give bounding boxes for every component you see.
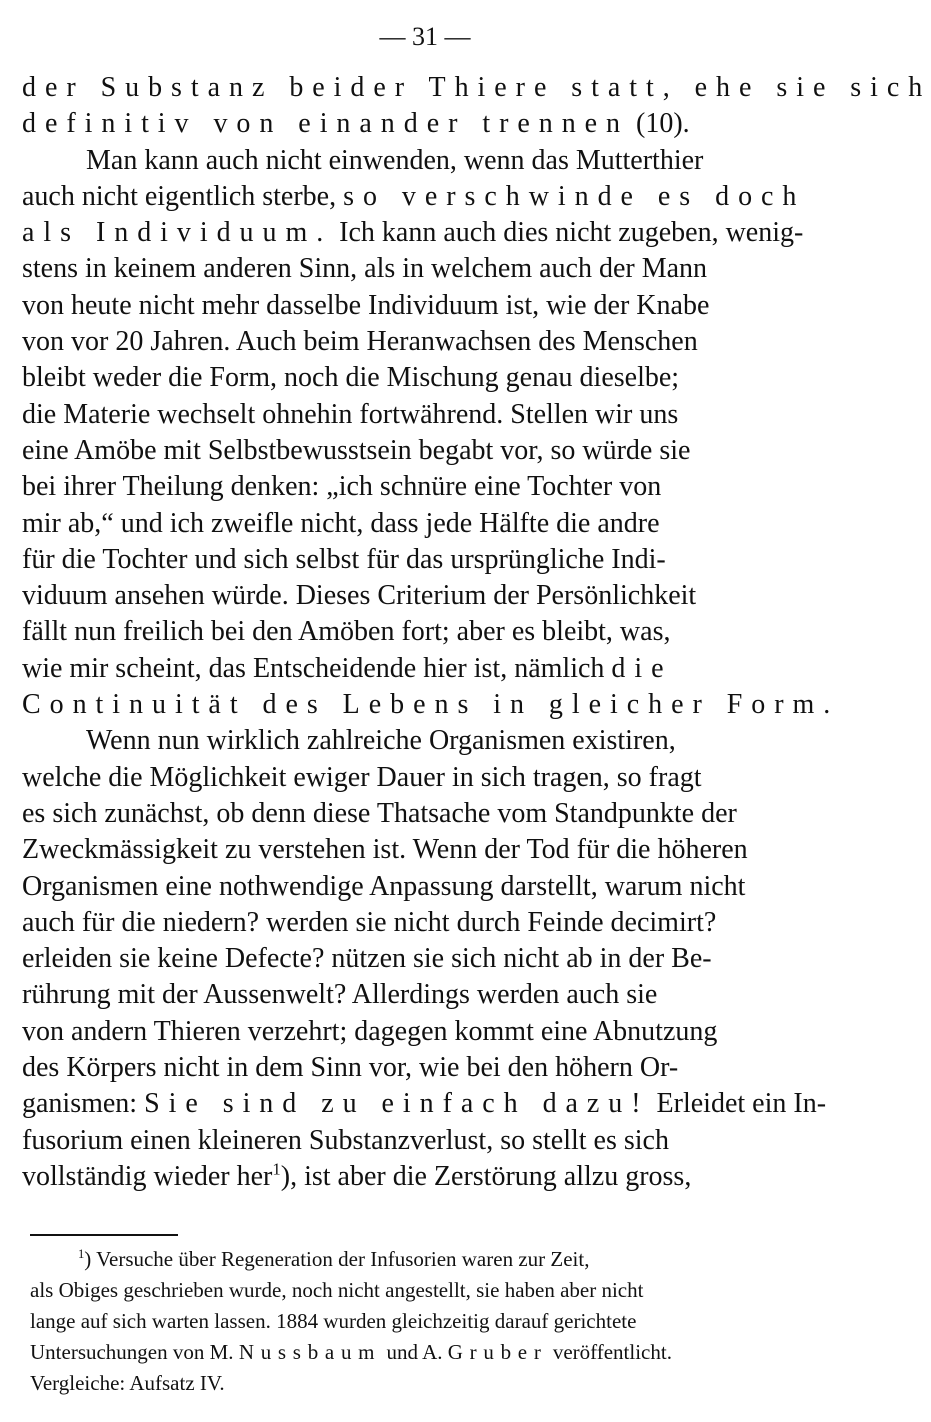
footnote (30, 1244, 835, 1399)
text-line: es sich zunächst, ob denn diese Thatsache vom Standpunkte der (22, 797, 737, 829)
text-line: der Substanz beider Thiere statt, ehe sie sich (22, 72, 931, 103)
text-line: von andern Thieren verzehrt; dagegen kommt eine Abnutzung (22, 1015, 718, 1047)
text-line: fällt nun freilich bei den Amöben fort; aber es bleibt, was, (22, 616, 671, 648)
footnote-line: Untersuchungen von M. Nussbaum und A. Gruber veröffentlicht. (30, 1340, 672, 1364)
text-line: die Materie wechselt ohnehin fortwährend. Stellen wir uns (22, 398, 679, 430)
body-text (22, 70, 931, 1195)
footnote-reference: 1 (272, 1159, 281, 1179)
paragraph-start-line: Man kann auch nicht einwenden, wenn das Mutterthier (86, 144, 704, 176)
text-line: Continuität des Lebens in gleicher Form. (22, 689, 840, 721)
page-number: — 31 — (379, 22, 471, 51)
text-line: des Körpers nicht in dem Sinn vor, wie bei den höhern Or- (22, 1052, 679, 1084)
text-line: welche die Möglichkeit ewiger Dauer in sich tragen, so fragt (22, 761, 702, 793)
text-line: bei ihrer Theilung denken: „ich schnüre eine Tochter von (22, 471, 662, 503)
text-line: stens in keinem anderen Sinn, als in welchem auch der Mann (22, 253, 708, 285)
text-line: als Individuum. Ich kann auch dies nicht zugeben, wenig- (22, 217, 804, 249)
text-line: Organismen eine nothwendige Anpassung darstellt, warum nicht (22, 870, 746, 902)
footnote-separator (30, 1234, 178, 1236)
text-line: für die Tochter und sich selbst für das ursprüngliche Indi- (22, 543, 666, 575)
footnote-line: $^1$) Versuche über Regeneration der Infusorien waren zur Zeit, (78, 1247, 590, 1271)
text-line: von heute nicht mehr dasselbe Individuum ist, wie der Knabe (22, 289, 710, 321)
text-line: auch für die niedern? werden sie nicht durch Feinde decimirt? (22, 906, 717, 938)
text-line: viduum ansehen würde. Dieses Criterium der Persönlichkeit (22, 580, 697, 612)
text-line: Zweckmässigkeit zu verstehen ist. Wenn der Tod für die höheren (22, 834, 748, 866)
text-line: erleiden sie keine Defecte? nützen sie sich nicht ab in der Be- (22, 943, 712, 975)
text-line: ganismen: Sie sind zu einfach dazu! Erleidet ein In- (22, 1088, 827, 1120)
text-line: mir ab,“ und ich zweifle nicht, dass jede Hälfte die andre (22, 507, 660, 539)
paragraph-start-line: Wenn nun wirklich zahlreiche Organismen existiren, (86, 725, 676, 757)
text-line: auch nicht eigentlich sterbe, so verschwinde es doch (22, 180, 806, 212)
footnote-line: als Obiges geschrieben wurde, noch nicht angestellt, sie haben aber nicht (30, 1278, 644, 1302)
text-line-with-footnote-ref: vollständig wieder her$^1$), ist aber die Zerstörung allzu gross, (22, 1159, 692, 1192)
text-line: eine Amöbe mit Selbstbewusstsein begabt vor, so würde sie (22, 434, 691, 466)
text-line: definitiv von einander trennen (10). (22, 108, 690, 140)
text-line: rührung mit der Aussenwelt? Allerdings werden auch sie (22, 979, 658, 1011)
text-line: fusorium einen kleineren Substanzverlust, so stellt es sich (22, 1124, 669, 1156)
text-line: wie mir scheint, das Entscheidende hier ist, nämlich die (22, 652, 673, 684)
footnote-line: Vergleiche: Aufsatz IV. (30, 1371, 225, 1395)
footnote-line: lange auf sich warten lassen. 1884 wurden gleichzeitig darauf gerichtete (30, 1309, 637, 1333)
text-line: bleibt weder die Form, noch die Mischung genau dieselbe; (22, 362, 680, 394)
text-line: von vor 20 Jahren. Auch beim Heranwachsen des Menschen (22, 326, 698, 358)
footnote-marker: 1 (78, 1247, 85, 1261)
